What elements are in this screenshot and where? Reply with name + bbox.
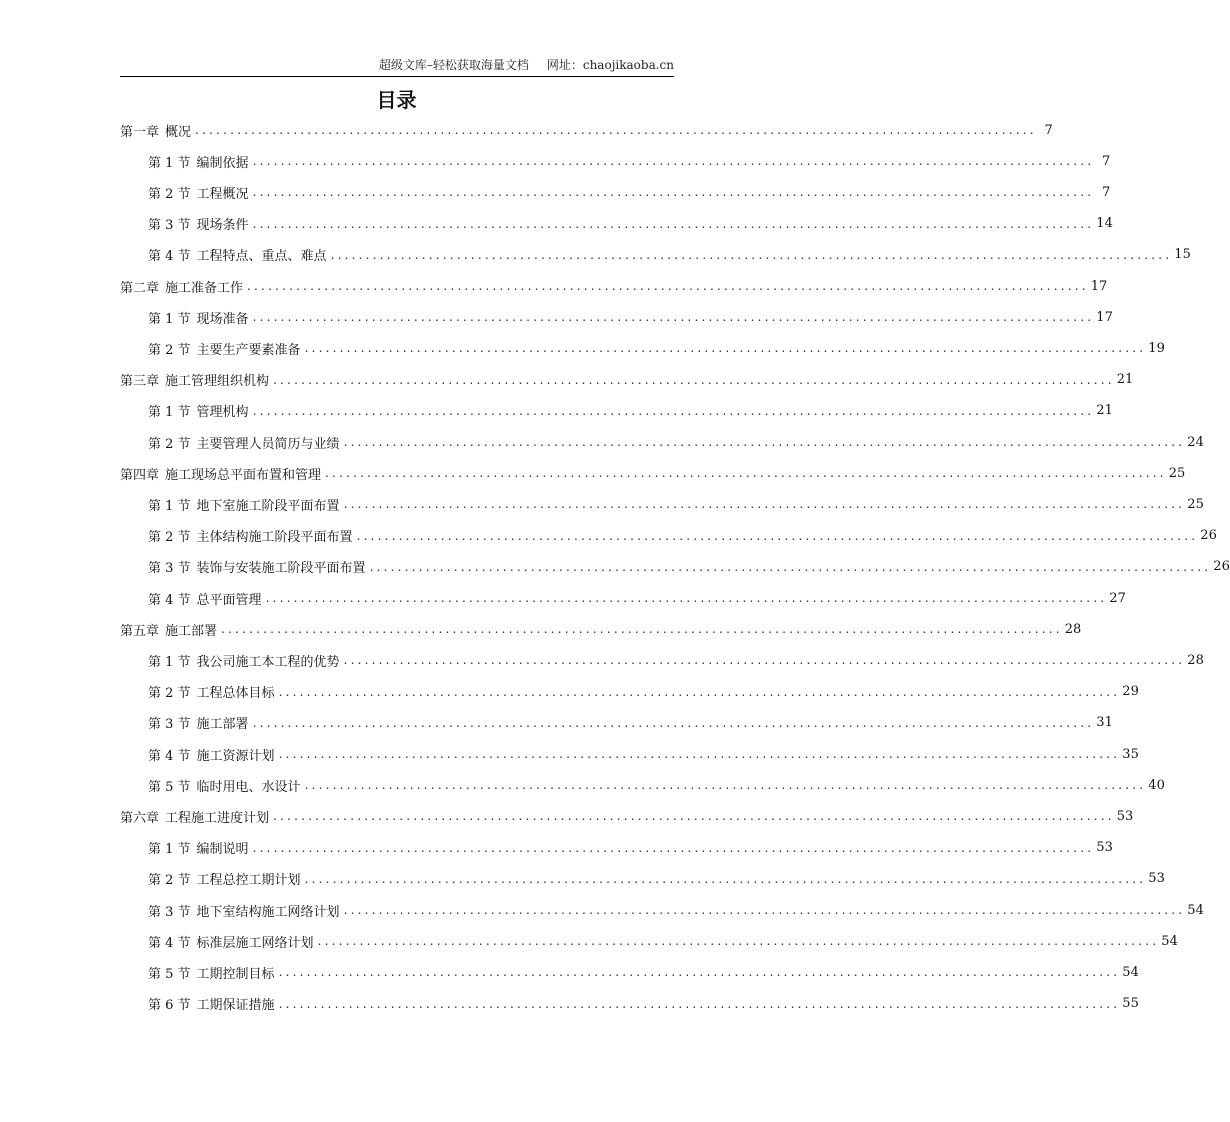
toc-entry-number: 第 2 节: [148, 686, 191, 702]
toc-entry-chapter[interactable]: [120, 274, 1108, 298]
toc-entry-number: 第 2 节: [148, 873, 191, 889]
toc-leader-dots: ........................................................................................................................: [278, 684, 1121, 699]
toc-entry-title: 施工现场总平面布置和管理: [165, 467, 322, 483]
toc-entry-title: 施工部署: [165, 623, 218, 639]
toc-entry-title: 地下室结构施工网络计划: [196, 904, 340, 920]
toc-entry-title: 装饰与安装施工阶段平面布置: [196, 561, 366, 577]
toc-entry-number: 第 2 节: [148, 186, 191, 202]
toc-entry-number: 第 6 节: [148, 998, 191, 1014]
toc-entry-number: 第六章: [120, 810, 160, 826]
toc-entry-number: 第 1 节: [148, 311, 191, 327]
toc-entry-title: 地下室施工阶段平面布置: [196, 498, 340, 514]
toc-entry-section[interactable]: [148, 524, 1217, 548]
toc-entry-section[interactable]: [148, 929, 1178, 953]
toc-leader-dots: ........................................................................................................................: [343, 653, 1186, 668]
toc-leader-dots: ........................................................................................................................: [343, 497, 1186, 512]
toc-entry-page: 53: [1148, 871, 1165, 887]
toc-entry-title: 临时用电、水设计: [196, 779, 301, 795]
toc-entry-title: 编制依据: [196, 155, 249, 171]
toc-entry-page: 7: [1102, 184, 1111, 200]
toc-entry-title: 标准层施工网络计划: [196, 935, 314, 951]
toc-entry-page: 54: [1187, 902, 1204, 918]
toc-entry-section[interactable]: [148, 149, 1111, 173]
toc-entry-section[interactable]: [148, 336, 1165, 360]
toc-entry-title: 主体结构施工阶段平面布置: [196, 530, 353, 546]
toc-entry-section[interactable]: [148, 773, 1165, 797]
toc-entry-number: 第 5 节: [148, 779, 191, 795]
toc-entry-section[interactable]: [148, 742, 1139, 766]
toc-entry-page: 35: [1122, 746, 1139, 762]
toc-entry-title: 工程施工进度计划: [165, 810, 270, 826]
toc-entry-title: 编制说明: [196, 842, 249, 858]
toc-entry-title: 概况: [165, 124, 192, 140]
toc-entry-page: 25: [1187, 496, 1204, 512]
toc-entry-page: 55: [1122, 996, 1139, 1012]
toc-entry-number: 第 3 节: [148, 717, 191, 733]
toc-entry-title: 现场准备: [196, 311, 249, 327]
toc-leader-dots: ........................................................................................................................: [343, 903, 1186, 917]
toc-entry-title: 我公司施工本工程的优势: [196, 654, 340, 670]
toc-entry-title: 现场条件: [196, 218, 249, 234]
toc-entry-number: 第 3 节: [148, 561, 191, 577]
toc-entry-page: 31: [1096, 715, 1113, 731]
header-url: chaojikaoba.cn: [582, 58, 674, 72]
toc-entry-title: 施工管理组织机构: [165, 374, 270, 390]
toc-leader-dots: ........................................................................................................................: [304, 871, 1147, 886]
toc-entry-number: 第 2 节: [148, 530, 191, 546]
toc-entry-number: 第 1 节: [148, 405, 191, 421]
toc-leader-dots: ........................................................................................................................: [273, 809, 1115, 824]
toc-entry-page: 26: [1200, 528, 1217, 544]
toc-entry-number: 第 4 节: [148, 592, 191, 608]
toc-leader-dots: ........................................................................................................................: [317, 934, 1160, 949]
toc-entry-title: 主要管理人员简历与业绩: [196, 436, 340, 452]
page-header: [120, 56, 674, 77]
toc-entry-page: 28: [1064, 621, 1082, 637]
toc-entry-section[interactable]: [148, 898, 1204, 922]
header-site-text: 超级文库–轻松获取海量文档: [378, 58, 529, 72]
toc-entry-section[interactable]: [148, 555, 1230, 579]
toc-entry-title: 总平面管理: [196, 592, 262, 608]
toc-leader-dots: ........................................................................................................................: [325, 466, 1167, 481]
toc-entry-title: 工程总体目标: [196, 686, 275, 702]
toc-entry-number: 第五章: [120, 623, 160, 639]
toc-entry-number: 第 1 节: [148, 155, 191, 171]
toc-entry-section[interactable]: [148, 180, 1111, 204]
toc-entry-title: 工期控制目标: [196, 966, 275, 982]
toc-entry-chapter[interactable]: [120, 804, 1134, 828]
toc-entry-chapter[interactable]: [120, 118, 1053, 142]
toc-entry-section[interactable]: [148, 711, 1113, 735]
toc-leader-dots: ........................................................................................................................: [252, 185, 1095, 200]
toc-entry-title: 主要生产要素准备: [196, 342, 301, 358]
toc-entry-section[interactable]: [148, 680, 1139, 704]
toc-entry-number: 第一章: [120, 124, 160, 140]
toc-entry-page: 54: [1161, 933, 1178, 949]
toc-entry-page: 28: [1187, 652, 1204, 668]
toc-entry-number: 第 5 节: [148, 966, 191, 982]
toc-entry-number: 第 2 节: [148, 342, 191, 358]
toc-entry-section[interactable]: [148, 430, 1204, 454]
toc-entry-page: 7: [1044, 122, 1053, 138]
toc-entry-page: 21: [1116, 372, 1134, 388]
toc-entry-title: 施工资源计划: [196, 748, 275, 764]
toc-entry-page: 17: [1096, 309, 1113, 325]
toc-entry-page: 19: [1148, 340, 1165, 356]
toc-leader-dots: ........................................................................................................................: [252, 216, 1095, 231]
toc-entry-page: 14: [1096, 216, 1113, 232]
toc-entry-title: 工程概况: [196, 186, 249, 202]
toc-entry-title: 施工部署: [196, 717, 249, 733]
toc-entry-number: 第 3 节: [148, 904, 191, 920]
toc-entry-page: 25: [1168, 465, 1186, 481]
toc-entry-title: 工程总控工期计划: [196, 873, 301, 889]
toc-entry-page: 29: [1122, 684, 1139, 700]
toc-entry-chapter[interactable]: [120, 368, 1134, 392]
toc-entry-number: 第 1 节: [148, 654, 191, 670]
toc-leader-dots: ........................................................................................................................: [356, 528, 1199, 543]
toc-entry-number: 第 3 节: [148, 218, 191, 234]
toc-entry-number: 第三章: [120, 374, 160, 390]
header-url-label: 网址：: [546, 58, 583, 72]
toc-entry-section[interactable]: [148, 960, 1139, 984]
toc-entry-page: 27: [1109, 590, 1126, 606]
toc-leader-dots: ........................................................................................................................: [252, 715, 1095, 730]
toc-entry-section[interactable]: [148, 492, 1204, 516]
toc-entry-title: 工期保证措施: [196, 998, 275, 1014]
toc-leader-dots: ........................................................................................................................: [252, 310, 1095, 325]
toc-entry-number: 第 4 节: [148, 935, 191, 951]
toc-entry-number: 第 4 节: [148, 249, 191, 265]
toc-entry-section[interactable]: [148, 992, 1139, 1016]
toc-entry-title: 工程特点、重点、难点: [196, 249, 327, 265]
toc-leader-dots: ........................................................................................................................: [304, 778, 1147, 793]
toc-leader-dots: ........................................................................................................................: [252, 840, 1095, 855]
toc-entry-section[interactable]: [148, 243, 1191, 267]
toc-entry-section[interactable]: [148, 212, 1113, 236]
toc-entry-number: 第 4 节: [148, 748, 191, 764]
toc-entry-number: 第四章: [120, 467, 160, 483]
toc-leader-dots: ........................................................................................................................: [278, 747, 1121, 761]
toc-entry-page: 7: [1102, 153, 1111, 169]
toc-entry-number: 第 1 节: [148, 498, 191, 514]
toc-entry-number: 第二章: [120, 280, 160, 296]
toc-entry-page: 53: [1096, 840, 1113, 856]
toc-entry-section[interactable]: [148, 586, 1126, 610]
toc-entry-page: 17: [1090, 278, 1108, 294]
toc-entry-page: 15: [1174, 247, 1191, 263]
toc-entry-section[interactable]: [148, 399, 1113, 423]
toc-leader-dots: ........................................................................................................................: [330, 247, 1173, 262]
toc-entry-page: 26: [1213, 559, 1230, 575]
toc-entry-page: 54: [1122, 964, 1139, 980]
toc-leader-dots: ........................................................................................................................: [265, 591, 1108, 605]
toc-leader-dots: ........................................................................................................................: [221, 622, 1063, 637]
toc-leader-dots: ........................................................................................................................: [252, 403, 1095, 418]
toc-entry-title: 施工准备工作: [165, 280, 244, 296]
toc-leader-dots: ........................................................................................................................: [247, 279, 1089, 293]
toc-leader-dots: ........................................................................................................................: [278, 996, 1121, 1011]
toc-leader-dots: ........................................................................................................................: [273, 372, 1115, 387]
toc-entry-page: 24: [1187, 434, 1204, 450]
toc-entry-page: 53: [1116, 808, 1134, 824]
toc-leader-dots: ........................................................................................................................: [252, 154, 1095, 169]
toc-leader-dots: ........................................................................................................................: [278, 965, 1121, 980]
toc-entry-page: 21: [1096, 403, 1113, 419]
toc-leader-dots: ........................................................................................................................: [343, 435, 1186, 449]
toc-entry-section[interactable]: [148, 867, 1165, 891]
toc-leader-dots: ........................................................................................................................: [195, 123, 1037, 137]
toc-entry-chapter[interactable]: [120, 617, 1082, 641]
toc-leader-dots: ........................................................................................................................: [369, 559, 1212, 574]
toc-entry-chapter[interactable]: [120, 461, 1186, 485]
toc-entry-section[interactable]: [148, 648, 1204, 672]
toc-entry-title: 管理机构: [196, 405, 249, 421]
toc-entry-number: 第 2 节: [148, 436, 191, 452]
toc-entry-section[interactable]: [148, 305, 1113, 329]
toc-entry-section[interactable]: [148, 836, 1113, 860]
toc-leader-dots: ........................................................................................................................: [304, 341, 1147, 356]
page-title: 目录: [376, 88, 417, 112]
toc-entry-page: 40: [1148, 777, 1165, 793]
toc-entry-number: 第 1 节: [148, 842, 191, 858]
